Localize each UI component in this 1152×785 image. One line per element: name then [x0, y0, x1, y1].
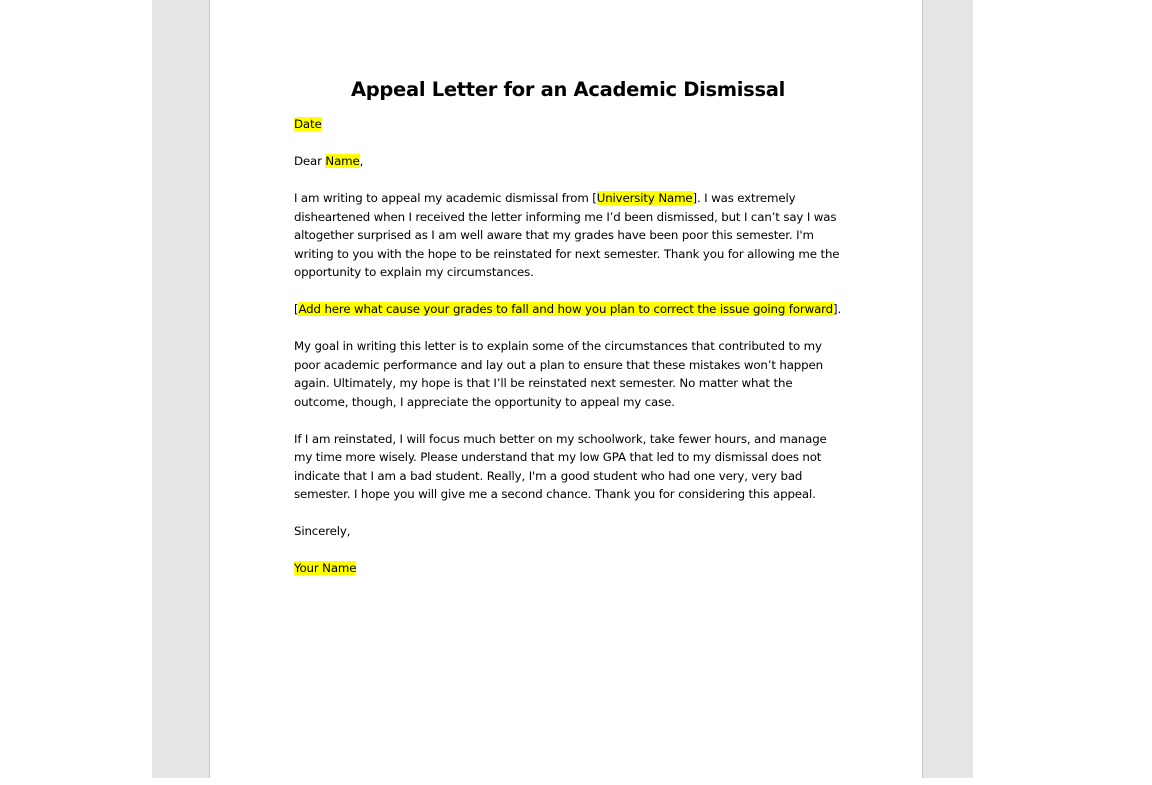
- instruction-placeholder: Add here what cause your grades to fall and how you plan to correct the issue going forward: [298, 302, 833, 316]
- closing: Sincerely,: [294, 524, 351, 538]
- date-placeholder: Date: [294, 117, 322, 131]
- salutation-prefix: Dear: [294, 154, 326, 168]
- recipient-name-placeholder: Name: [325, 154, 360, 168]
- paragraph-instruction: [294, 300, 842, 319]
- bracket-open: [: [294, 302, 299, 316]
- intro-text-before: I am writing to appeal my academic dismissal from [: [294, 191, 597, 205]
- document-body[interactable]: [294, 72, 842, 596]
- paragraph-goal: My goal in writing this letter is to explain some of the circumstances that contributed to my poor academic performance and lay out a plan to ensure that these mistakes won’t happen again. Ultimately, my hope is that I’ll be reinstated next semester. No matter what the outcome, though, I appreciate the opportunity to appeal my case.: [294, 339, 823, 409]
- salutation-suffix: ,: [359, 154, 364, 168]
- paragraph-plan: If I am reinstated, I will focus much better on my schoolwork, take fewer hours, and manage my time more wisely. Please understand that my low GPA that led to my dismissal does not indicate that I am a bad student. Really, I'm a good student who had one very, very bad semester. I hope you will give me a second chance. Thank you for considering this appeal.: [294, 431, 827, 501]
- document-title: Appeal Letter for an Academic Dismissal: [350, 78, 786, 101]
- university-name-placeholder: University Name: [596, 191, 693, 205]
- date-line: [294, 115, 842, 134]
- intro-text-after: ]. I was extremely disheartened when I received the letter informing me I’d been dismissed, but I can’t say I was altogether surprised as I am well aware that my grades have been poor this semester. I'm writing to you with the hope to be reinstated for next semester. Thank you for allowing me the opportunity to explain my circumstances.: [294, 191, 840, 279]
- document-page[interactable]: [209, 0, 923, 778]
- salutation: [294, 152, 842, 171]
- signature-placeholder: Your Name: [294, 561, 357, 575]
- bracket-close: ].: [833, 302, 842, 316]
- signature-line: [294, 559, 842, 578]
- paragraph-intro: [294, 189, 842, 282]
